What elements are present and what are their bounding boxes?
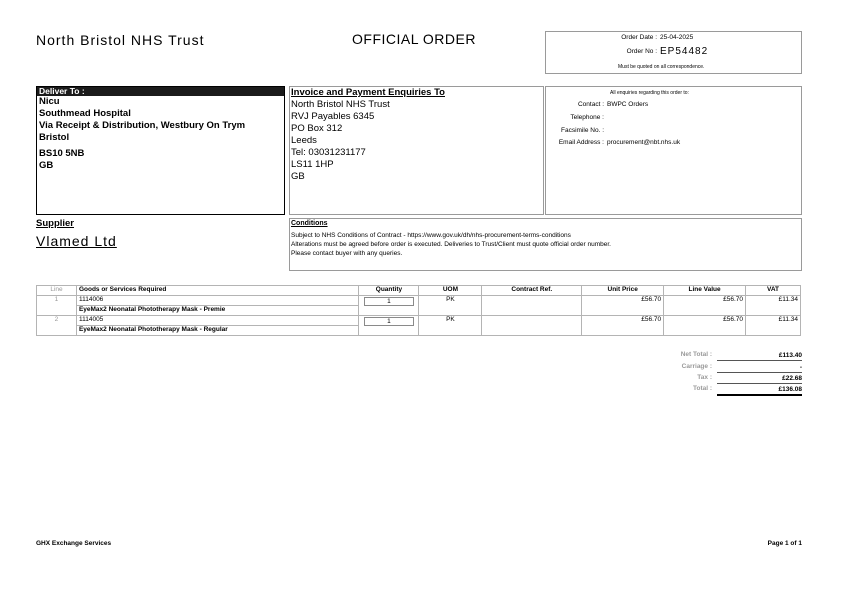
document-title: OFFICIAL ORDER	[352, 31, 476, 47]
carriage-value: -	[717, 363, 802, 373]
invoice-address	[291, 99, 390, 183]
invoice-title: Invoice and Payment Enquiries To	[291, 87, 445, 98]
deliver-address	[37, 96, 284, 172]
deliver-to-title: Deliver To :	[37, 87, 284, 96]
invoice-line: North Bristol NHS Trust	[291, 99, 390, 110]
deliver-line: Southmead Hospital	[39, 108, 131, 119]
line-number: 1	[37, 296, 77, 316]
col-header-unit-price: Unit Price	[582, 286, 664, 296]
conditions-title: Conditions	[291, 220, 328, 227]
quantity-value: 1	[364, 317, 414, 326]
uom-cell: PK	[419, 296, 482, 316]
invoice-line: Leeds	[291, 135, 317, 146]
order-date: 25-04-2025	[660, 34, 694, 41]
invoice-box	[289, 86, 544, 215]
deliver-to-box	[36, 86, 285, 215]
carriage-row	[640, 363, 802, 372]
invoice-line: PO Box 312	[291, 123, 343, 134]
conditions-box	[289, 218, 802, 271]
deliver-line: BS10 5NB	[39, 148, 85, 159]
line-value-cell: £56.70	[664, 296, 746, 316]
invoice-line: GB	[291, 171, 305, 182]
col-header-contract: Contract Ref.	[482, 286, 582, 296]
order-date-label: Order Date :	[621, 34, 657, 41]
contract-cell	[482, 316, 582, 336]
col-header-line: Line	[37, 286, 77, 296]
tax-value: £22.68	[717, 374, 802, 384]
condition-line: Please contact buyer with any queries.	[291, 250, 403, 257]
table-header-row	[37, 286, 801, 296]
contract-cell	[482, 296, 582, 316]
net-total-row	[640, 351, 802, 360]
contact-label: Contact :	[577, 101, 604, 108]
footer-left: GHX Exchange Services	[36, 540, 112, 547]
net-total-label: Net Total :	[680, 351, 712, 358]
deliver-line: GB	[39, 160, 54, 171]
carriage-label: Carriage :	[681, 363, 712, 370]
enquiries-title: All enquiries regarding this order to:	[610, 90, 689, 96]
fax-label: Facsimile No. :	[561, 127, 604, 134]
tax-row	[640, 374, 802, 383]
unit-price-cell: £56.70	[582, 316, 664, 336]
order-lines-table	[36, 285, 801, 336]
grand-total-value: £136.08	[717, 385, 802, 396]
trust-name: North Bristol NHS Trust	[36, 32, 205, 48]
contact-value: BWPC Orders	[607, 101, 649, 108]
col-header-line-value: Line Value	[664, 286, 746, 296]
grand-total-row	[640, 385, 802, 394]
quantity-value: 1	[364, 297, 414, 306]
page-number: Page 1 of 1	[767, 540, 802, 547]
quote-note: Must be quoted on all correspondence.	[618, 64, 705, 70]
col-header-uom: UOM	[419, 286, 482, 296]
enquiries-box	[545, 86, 802, 215]
item-description: EyeMax2 Neonatal Phototherapy Mask - Regular	[76, 326, 359, 336]
telephone-label: Telephone :	[570, 114, 604, 121]
uom-cell: PK	[419, 316, 482, 336]
condition-line: Subject to NHS Conditions of Contract - https://www.gov.uk/dh/nhs-procurement-terms-conditions	[291, 232, 571, 239]
grand-total-label: Total :	[692, 385, 712, 392]
vat-cell: £11.34	[745, 296, 800, 316]
unit-price-cell: £56.70	[582, 296, 664, 316]
deliver-line: Nicu	[39, 96, 60, 107]
email-value[interactable]: procurement@nbt.nhs.uk	[607, 139, 681, 146]
quantity-cell	[359, 296, 419, 316]
vat-cell: £11.34	[745, 316, 800, 336]
line-number: 2	[37, 316, 77, 336]
invoice-line: Tel: 03031231177	[291, 147, 366, 158]
order-no-label: Order No :	[626, 48, 657, 55]
tax-label: Tax :	[697, 374, 712, 381]
deliver-line: Bristol	[39, 132, 70, 143]
supplier-name: Vlamed Ltd	[36, 233, 117, 249]
table-row	[37, 316, 801, 326]
item-description: EyeMax2 Neonatal Phototherapy Mask - Premie	[76, 306, 359, 316]
conditions-text	[291, 231, 611, 258]
condition-line: Alterations must be agreed before order is executed. Deliveries to Trust/Client must quote official order number.	[291, 241, 611, 248]
invoice-line: LS11 1HP	[291, 159, 334, 170]
col-header-vat: VAT	[745, 286, 800, 296]
order-number: EP54482	[660, 46, 709, 57]
email-label: Email Address :	[558, 139, 604, 146]
quantity-cell	[359, 316, 419, 336]
item-code: 1114006	[76, 296, 359, 306]
item-code: 1114005	[76, 316, 359, 326]
order-info-box	[545, 31, 802, 74]
col-header-goods: Goods or Services Required	[76, 286, 359, 296]
deliver-line: Via Receipt & Distribution, Westbury On Trym	[39, 120, 246, 131]
net-total-value: £113.40	[717, 351, 802, 361]
table-row	[37, 296, 801, 306]
supplier-title: Supplier	[36, 218, 75, 229]
line-value-cell: £56.70	[664, 316, 746, 336]
invoice-line: RVJ Payables 6345	[291, 111, 375, 122]
col-header-quantity: Quantity	[359, 286, 419, 296]
